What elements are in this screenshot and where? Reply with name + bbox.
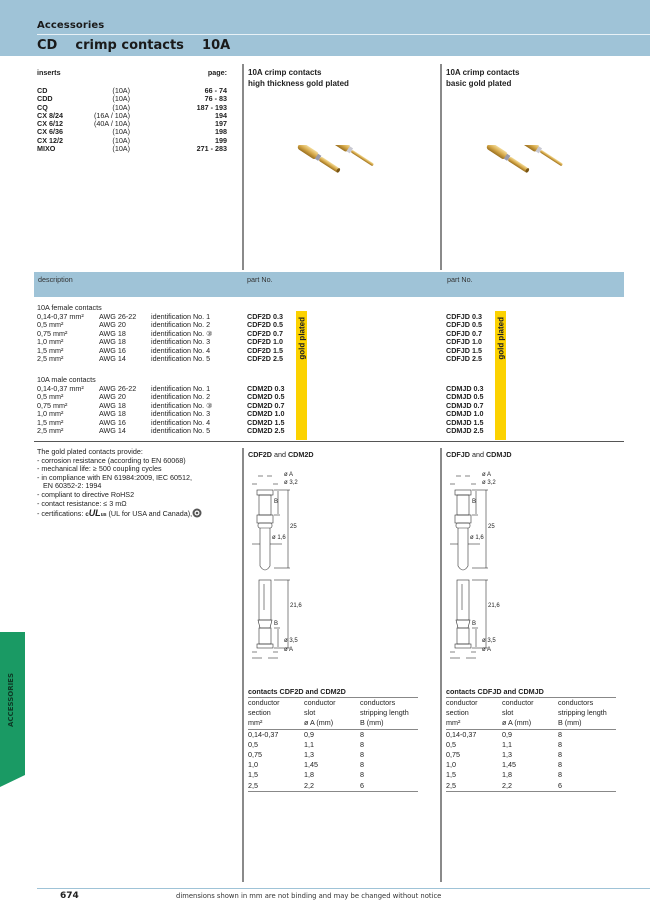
spec-table-cdf2d	[248, 687, 418, 792]
insert-name: CX 8/24	[37, 110, 63, 120]
col-header: slot	[304, 708, 316, 718]
insert-row	[37, 112, 227, 120]
dim-label: 21,6	[290, 603, 302, 609]
cell: 0,9	[304, 729, 314, 739]
column-divider	[242, 448, 244, 882]
feature-item: - compliant to directive RoHS2	[37, 489, 135, 499]
feature-item: EN 60352-2: 1994	[37, 481, 102, 491]
part-number: CDMJD 0.7	[446, 400, 484, 410]
section-divider	[34, 441, 624, 442]
table-row	[248, 740, 418, 750]
insert-name: CQ	[37, 102, 48, 112]
table-header-row	[248, 718, 418, 729]
inserts-list	[37, 68, 227, 153]
part-number: CDF2D 2.5	[247, 354, 283, 363]
page-number: 674	[60, 891, 79, 901]
insert-pages: 194	[215, 110, 227, 120]
spec-table-title: contacts CDFJD and CDMJD	[446, 687, 616, 698]
table-row	[37, 355, 247, 364]
section: 1,5 mm²	[37, 345, 64, 355]
cell: 1,8	[304, 770, 314, 780]
dim-label: ø A	[482, 647, 492, 653]
table-row	[37, 347, 247, 356]
col-header: conductors	[360, 698, 396, 707]
part-number: CDM2D 1.0	[247, 409, 285, 418]
dim-label: ø 1,6	[272, 535, 286, 541]
cell: 1,5	[446, 770, 456, 780]
insert-rating: (10A)	[112, 102, 130, 112]
part-number: CDM2D 0.7	[247, 400, 285, 410]
col-header: section	[446, 708, 469, 718]
part-number: CDF2D 1.5	[247, 345, 283, 355]
part-number: CDMJD 0.3	[446, 383, 484, 393]
insert-row	[37, 145, 227, 153]
table-row	[446, 740, 616, 750]
table-row	[248, 760, 418, 770]
cell: 1,3	[502, 750, 512, 760]
part-number: CDF2D 0.3	[247, 311, 283, 321]
section: 1,0 mm²	[37, 409, 64, 418]
awg: AWG 18	[99, 409, 126, 418]
identification: identification No. 4	[151, 345, 211, 355]
cell: 6	[360, 780, 364, 790]
cell: 1,8	[502, 770, 512, 780]
identification: identification No. ③	[151, 400, 213, 410]
dim-label: ø 3,5	[284, 638, 298, 644]
table-header-row	[446, 718, 616, 729]
insert-row	[37, 128, 227, 136]
crimp-contacts-image	[295, 145, 390, 195]
table-header-bar	[34, 272, 624, 297]
cell: 8	[360, 739, 364, 749]
section: 0,14-0,37 mm²	[37, 383, 84, 393]
table-row	[446, 770, 616, 780]
identification: identification No. 5	[151, 354, 211, 363]
table-row	[37, 427, 247, 436]
awg: AWG 18	[99, 400, 126, 410]
cell: 2,2	[502, 780, 512, 790]
awg: AWG 16	[99, 345, 126, 355]
dim-label: ø 3,2	[284, 480, 298, 486]
table-row	[37, 419, 247, 428]
part-numbers-col1-male	[247, 385, 285, 436]
section: 1,5 mm²	[37, 417, 64, 427]
dim-label: ø 3,5	[482, 638, 496, 644]
insert-pages: 66 - 74	[204, 86, 227, 95]
cell: 2,5	[446, 780, 456, 790]
identification: identification No. 3	[151, 409, 211, 418]
insert-rating: (10A)	[112, 135, 130, 145]
insert-rating: (10A)	[112, 144, 130, 154]
col-header: mm²	[248, 718, 263, 728]
awg: AWG 14	[99, 426, 126, 435]
ul-us: us	[100, 512, 107, 519]
cell: 2,2	[304, 780, 314, 790]
part-number: CDFJD 2.5	[446, 354, 482, 363]
cell: 8	[558, 739, 562, 749]
part-numbers-col2-female	[446, 313, 482, 364]
category-label: Accessories	[37, 20, 105, 31]
features-list	[37, 448, 237, 520]
col-header: conductor	[304, 698, 336, 707]
dim-label: B	[472, 499, 477, 505]
part-number: CDMJD 1.5	[446, 417, 484, 427]
col-header: section	[248, 708, 271, 718]
cell: 6	[558, 780, 562, 790]
table-row	[37, 402, 247, 411]
col-header: B (mm)	[558, 718, 582, 728]
col-header: conductor	[446, 698, 478, 707]
column-divider	[440, 64, 442, 270]
product-title-line: high thickness gold plated	[248, 79, 349, 88]
insert-rating: (10A)	[112, 86, 130, 95]
cell: 8	[360, 760, 364, 770]
table-header-row	[248, 698, 418, 708]
identification: identification No. 4	[151, 417, 211, 427]
part-no-header: part No.	[447, 275, 473, 284]
section: 2,5 mm²	[37, 426, 64, 435]
insert-name: CDD	[37, 94, 53, 104]
section: 0,75 mm²	[37, 328, 68, 338]
section: 0,5 mm²	[37, 392, 64, 401]
part-number: CDM2D 2.5	[247, 426, 285, 435]
table-row	[37, 313, 247, 322]
dim-label: ø 3,2	[482, 480, 496, 486]
drawing-title-cdf2d	[248, 450, 314, 459]
dim-label: 25	[290, 524, 297, 530]
part-number: CDFJD 1.0	[446, 337, 482, 346]
identification: identification No. 2	[151, 392, 211, 401]
insert-pages: 76 - 83	[204, 94, 227, 104]
table-row	[37, 393, 247, 402]
part-numbers-col2-male	[446, 385, 484, 436]
cell: 1,0	[446, 760, 456, 770]
awg: AWG 20	[99, 392, 126, 401]
section: 0,75 mm²	[37, 400, 68, 410]
table-row	[248, 781, 418, 792]
dim-label: 21,6	[488, 603, 500, 609]
product-title-high-thickness	[248, 67, 349, 89]
cell: 0,14-0,37	[446, 729, 477, 739]
cell: 1,1	[502, 739, 512, 749]
cell: 1,3	[304, 750, 314, 760]
table-row	[248, 730, 418, 740]
insert-pages: 187 - 193	[196, 102, 227, 112]
table-row	[37, 338, 247, 347]
column-divider	[242, 64, 244, 270]
insert-name: CD	[37, 86, 48, 95]
group-title: 10A female contacts	[37, 303, 102, 312]
cell: 1,45	[502, 760, 516, 770]
cell: 0,9	[502, 729, 512, 739]
side-tab-accessories[interactable]	[0, 632, 25, 802]
insert-row	[37, 120, 227, 128]
insert-pages: 271 - 283	[196, 144, 227, 154]
identification: identification No. ③	[151, 328, 213, 338]
cell: 8	[558, 760, 562, 770]
table-row	[37, 330, 247, 339]
identification: identification No. 1	[151, 311, 211, 321]
section: 0,5 mm²	[37, 320, 64, 329]
cell: 0,75	[248, 750, 262, 760]
insert-rating: (10A)	[112, 127, 130, 137]
col-header: B (mm)	[360, 718, 384, 728]
feature-item-certifications	[37, 508, 237, 520]
insert-rating: (16A / 10A)	[94, 110, 130, 120]
col-header: slot	[502, 708, 514, 718]
technical-drawing	[446, 470, 506, 660]
col-header: conductor	[248, 698, 280, 707]
dim-label: ø A	[284, 647, 294, 653]
crimp-contacts-image	[484, 145, 579, 195]
awg: AWG 18	[99, 337, 126, 346]
insert-rating: (40A / 10A)	[94, 119, 130, 129]
insert-row	[37, 87, 227, 95]
feature-item: - in compliance with EN 61984:2009, IEC 60512,	[37, 472, 193, 482]
col-header: ø A (mm)	[304, 718, 334, 728]
feature-item: - corrosion resistance (according to EN 60068)	[37, 455, 186, 465]
col-header: conductors	[558, 698, 594, 707]
dim-label: ø A	[284, 472, 294, 478]
col-header: ø A (mm)	[502, 718, 532, 728]
part-number: CDFJD 1.5	[446, 345, 482, 355]
drawing-title-and: and	[469, 450, 486, 459]
drawing-title-part: CDFJD	[446, 450, 470, 459]
table-row	[37, 321, 247, 330]
spec-table-title: contacts CDF2D and CDM2D	[248, 687, 418, 698]
features-intro: The gold plated contacts provide:	[37, 447, 143, 456]
table-row	[446, 750, 616, 760]
part-number: CDF2D 0.5	[247, 320, 283, 329]
identification: identification No. 2	[151, 320, 211, 329]
gold-plated-badge	[495, 311, 506, 440]
awg: AWG 18	[99, 328, 126, 338]
header-divider	[37, 34, 650, 35]
product-title-line: 10A crimp contacts	[248, 68, 322, 77]
feature-item: - mechanical life: ≥ 500 coupling cycles	[37, 464, 162, 474]
part-number: CDMJD 0.5	[446, 392, 484, 401]
part-number: CDF2D 0.7	[247, 328, 283, 338]
col-header: mm²	[446, 718, 461, 728]
drawing-title-part: CDM2D	[287, 450, 314, 459]
table-header-row	[446, 698, 616, 708]
ul-mark: UL	[88, 508, 101, 519]
cert-prefix: - certifications:	[37, 509, 86, 519]
table-row	[446, 781, 616, 792]
awg: AWG 14	[99, 354, 126, 363]
insert-pages: 197	[215, 119, 227, 129]
part-numbers-col1-female	[247, 313, 283, 364]
section: 1,0 mm²	[37, 337, 64, 346]
ul-c: c	[85, 512, 89, 519]
dim-label: B	[472, 621, 477, 627]
feature-item: - contact resistance: ≤ 3 mΩ	[37, 498, 127, 508]
insert-rating: (10A)	[112, 94, 130, 104]
ul-logo-icon	[85, 508, 107, 519]
gold-plated-badge	[296, 311, 307, 440]
footer-divider	[37, 888, 650, 889]
insert-name: MIXO	[37, 144, 56, 154]
certification-seal-icon	[192, 508, 202, 518]
insert-pages: 199	[215, 135, 227, 145]
col-header: stripping length	[558, 708, 607, 718]
awg: AWG 26-22	[99, 311, 137, 321]
cell: 8	[360, 729, 364, 739]
part-number: CDMJD 2.5	[446, 426, 484, 435]
table-row	[248, 750, 418, 760]
table-header-row	[248, 708, 418, 718]
col-header: conductor	[502, 698, 534, 707]
product-title-line: basic gold plated	[446, 79, 512, 88]
cell: 8	[558, 750, 562, 760]
part-number: CDM2D 0.3	[247, 383, 285, 393]
part-no-header: part No.	[247, 275, 273, 284]
cert-text: (UL for USA and Canada),	[106, 509, 193, 519]
awg: AWG 26-22	[99, 383, 137, 393]
part-number: CDM2D 0.5	[247, 392, 285, 401]
side-tab-label: ACCESSORIES	[7, 672, 15, 727]
dim-label: ø 1,6	[470, 535, 484, 541]
part-number: CDM2D 1.5	[247, 417, 285, 427]
insert-name: CX 12/2	[37, 135, 63, 145]
part-number: CDFJD 0.7	[446, 328, 482, 338]
awg: AWG 16	[99, 417, 126, 427]
identification: identification No. 1	[151, 383, 211, 393]
insert-row	[37, 104, 227, 112]
drawing-title-cdfjd	[446, 450, 512, 459]
identification: identification No. 3	[151, 337, 211, 346]
cell: 8	[360, 770, 364, 780]
dim-label: B	[274, 621, 279, 627]
cell: 0,14-0,37	[248, 729, 279, 739]
cell: 8	[558, 729, 562, 739]
female-contacts-group	[37, 304, 247, 364]
dim-label: ø A	[482, 472, 492, 478]
section: 0,14-0,37 mm²	[37, 311, 84, 321]
table-row	[446, 760, 616, 770]
insert-name: CX 6/36	[37, 127, 63, 137]
table-row	[446, 730, 616, 740]
male-contacts-group	[37, 376, 247, 436]
group-title: 10A male contacts	[37, 375, 96, 384]
description-header: description	[38, 275, 73, 284]
cell: 1,45	[304, 760, 318, 770]
footer-note: dimensions shown in mm are not binding and may be changed without notice	[176, 892, 442, 900]
drawing-title-part: CDF2D	[248, 450, 272, 459]
page-label: page:	[207, 68, 227, 77]
drawing-title-and: and	[271, 450, 288, 459]
dim-label: 25	[488, 524, 495, 530]
part-number: CDFJD 0.3	[446, 311, 482, 321]
awg: AWG 20	[99, 320, 126, 329]
column-divider	[440, 448, 442, 882]
cell: 1,0	[248, 760, 258, 770]
cell: 1,1	[304, 739, 314, 749]
drawing-title-part: CDMJD	[485, 450, 512, 459]
page-header	[0, 0, 650, 56]
part-number: CDF2D 1.0	[247, 337, 283, 346]
cell: 8	[558, 770, 562, 780]
part-number: CDMJD 1.0	[446, 409, 484, 418]
gold-plated-label: gold plated	[496, 317, 505, 360]
cell: 2,5	[248, 780, 258, 790]
identification: identification No. 5	[151, 426, 211, 435]
cell: 1,5	[248, 770, 258, 780]
cell: 0,75	[446, 750, 460, 760]
product-title-line: 10A crimp contacts	[446, 68, 520, 77]
insert-pages: 198	[215, 127, 227, 137]
cell: 0,5	[446, 739, 456, 749]
insert-name: CX 6/12	[37, 119, 63, 129]
cell: 0,5	[248, 739, 258, 749]
part-number: CDFJD 0.5	[446, 320, 482, 329]
gold-plated-label: gold plated	[297, 317, 306, 360]
spec-table-cdfjd	[446, 687, 616, 792]
product-title-basic	[446, 67, 520, 89]
table-row	[37, 385, 247, 394]
table-row	[37, 410, 247, 419]
table-header-row	[446, 708, 616, 718]
page-title: CD crimp contacts 10A	[37, 38, 231, 53]
inserts-label: inserts	[37, 68, 61, 77]
section: 2,5 mm²	[37, 354, 64, 363]
cell: 8	[360, 750, 364, 760]
dim-label: B	[274, 499, 279, 505]
technical-drawing	[248, 470, 308, 660]
table-row	[248, 770, 418, 780]
col-header: stripping length	[360, 708, 409, 718]
